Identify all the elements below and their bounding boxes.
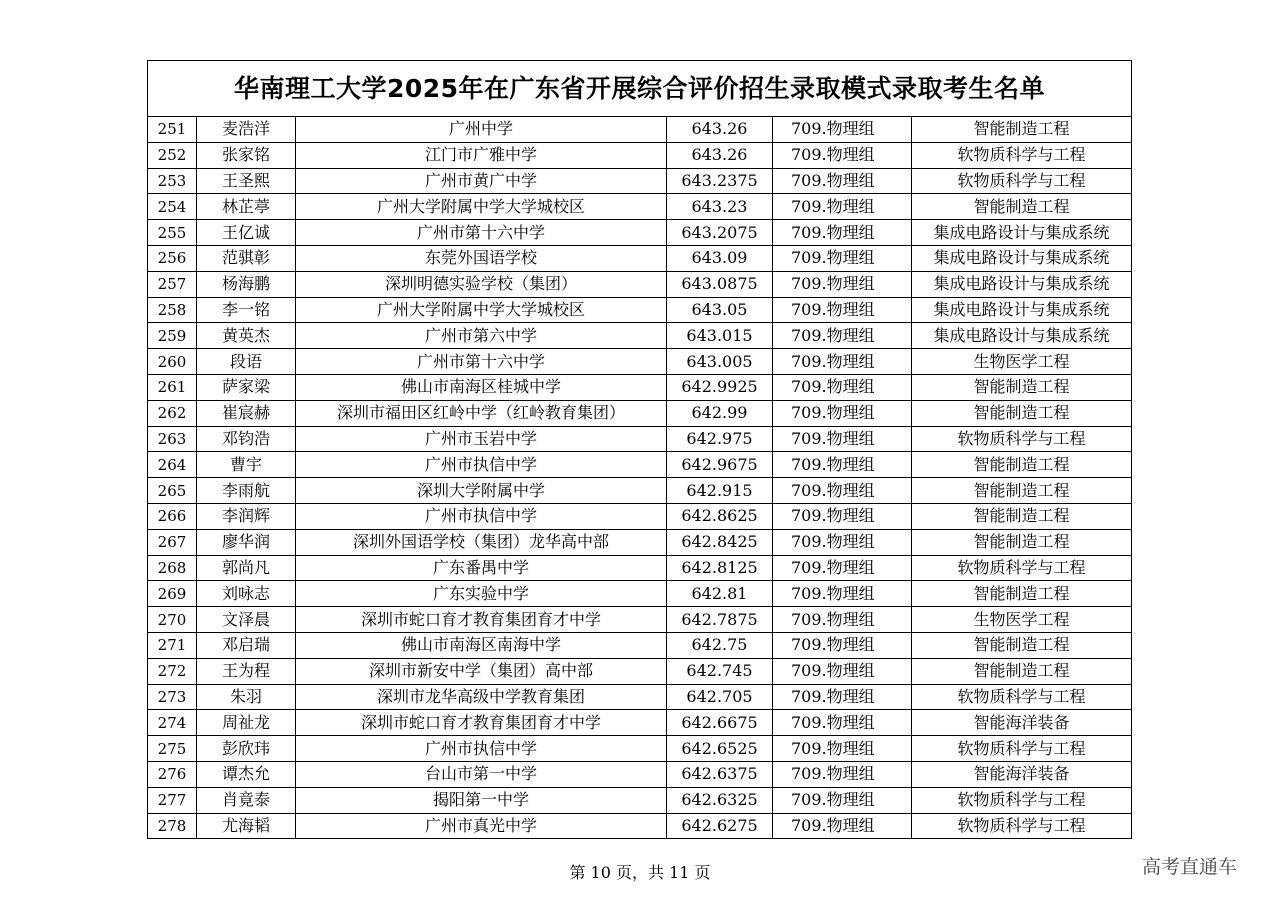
table-row [148,452,1131,478]
major-cell: 生物医学工程 [912,349,1132,375]
score-cell: 643.005 [667,349,773,375]
subject-group-cell: 709.物理组 [773,813,912,838]
subject-group-cell: 709.物理组 [773,607,912,633]
school-name-cell: 深圳市新安中学（集团）高中部 [296,658,667,684]
major-cell: 智能海洋装备 [912,710,1132,736]
subject-group-cell: 709.物理组 [773,349,912,375]
row-number-cell: 268 [148,555,197,581]
major-cell: 软物质科学与工程 [912,813,1132,838]
school-name-cell: 广州市第六中学 [296,323,667,349]
student-name-cell: 朱羽 [197,684,296,710]
student-name-cell: 段语 [197,349,296,375]
student-name-cell: 邓启瑞 [197,632,296,658]
subject-group-cell: 709.物理组 [773,761,912,787]
student-name-cell: 肖竟泰 [197,787,296,813]
major-cell: 软物质科学与工程 [912,142,1132,168]
student-name-cell: 李一铭 [197,297,296,323]
table-row [148,168,1131,194]
student-name-cell: 刘咏志 [197,581,296,607]
row-number-cell: 276 [148,761,197,787]
student-name-cell: 郭尚凡 [197,555,296,581]
student-name-cell: 王圣熙 [197,168,296,194]
page-footer: 第 10 页，共 11 页 [569,863,711,882]
row-number-cell: 263 [148,426,197,452]
table-row [148,581,1131,607]
score-cell: 643.09 [667,245,773,271]
student-name-cell: 尤海韬 [197,813,296,838]
major-cell: 智能制造工程 [912,117,1132,142]
major-cell: 软物质科学与工程 [912,168,1132,194]
school-name-cell: 东莞外国语学校 [296,245,667,271]
row-number-cell: 270 [148,607,197,633]
subject-group-cell: 709.物理组 [773,220,912,246]
school-name-cell: 深圳市蛇口育才教育集团育才中学 [296,607,667,633]
row-number-cell: 267 [148,529,197,555]
row-number-cell: 262 [148,400,197,426]
page-title: 华南理工大学2025年在广东省开展综合评价招生录取模式录取考生名单 [148,61,1131,117]
major-cell: 软物质科学与工程 [912,787,1132,813]
table-row [148,374,1131,400]
major-cell: 集成电路设计与集成系统 [912,297,1132,323]
table-row [148,813,1131,838]
major-cell: 软物质科学与工程 [912,684,1132,710]
score-cell: 643.05 [667,297,773,323]
row-number-cell: 271 [148,632,197,658]
subject-group-cell: 709.物理组 [773,658,912,684]
table-row [148,607,1131,633]
table-row [148,349,1131,375]
school-name-cell: 佛山市南海区桂城中学 [296,374,667,400]
school-name-cell: 广东番禺中学 [296,555,667,581]
subject-group-cell: 709.物理组 [773,581,912,607]
score-cell: 642.9925 [667,374,773,400]
school-name-cell: 广州市黄广中学 [296,168,667,194]
table-row [148,503,1131,529]
table-row [148,323,1131,349]
table-row [148,245,1131,271]
major-cell: 智能海洋装备 [912,761,1132,787]
row-number-cell: 266 [148,503,197,529]
major-cell: 智能制造工程 [912,452,1132,478]
subject-group-cell: 709.物理组 [773,117,912,142]
school-name-cell: 广州市执信中学 [296,736,667,762]
row-number-cell: 253 [148,168,197,194]
row-number-cell: 275 [148,736,197,762]
subject-group-cell: 709.物理组 [773,400,912,426]
watermark-text: 高考直通车 [1142,856,1238,878]
row-number-cell: 255 [148,220,197,246]
school-name-cell: 江门市广雅中学 [296,142,667,168]
table-row [148,220,1131,246]
subject-group-cell: 709.物理组 [773,684,912,710]
score-cell: 642.915 [667,478,773,504]
score-cell: 642.6275 [667,813,773,838]
table-row [148,736,1131,762]
score-cell: 642.7875 [667,607,773,633]
table-body [148,117,1131,838]
student-name-cell: 邓钧浩 [197,426,296,452]
major-cell: 软物质科学与工程 [912,736,1132,762]
student-name-cell: 杨海鹏 [197,271,296,297]
major-cell: 智能制造工程 [912,374,1132,400]
table-row [148,710,1131,736]
score-cell: 642.6675 [667,710,773,736]
score-cell: 643.26 [667,117,773,142]
student-name-cell: 崔宸赫 [197,400,296,426]
subject-group-cell: 709.物理组 [773,168,912,194]
table-row [148,142,1131,168]
subject-group-cell: 709.物理组 [773,555,912,581]
student-name-cell: 彭欣玮 [197,736,296,762]
student-name-cell: 周祉龙 [197,710,296,736]
student-name-cell: 王为程 [197,658,296,684]
row-number-cell: 254 [148,194,197,220]
row-number-cell: 257 [148,271,197,297]
student-name-cell: 文泽晨 [197,607,296,633]
student-name-cell: 李润辉 [197,503,296,529]
score-cell: 643.0875 [667,271,773,297]
score-cell: 642.6375 [667,761,773,787]
major-cell: 智能制造工程 [912,529,1132,555]
table-row [148,400,1131,426]
score-cell: 642.8125 [667,555,773,581]
school-name-cell: 台山市第一中学 [296,761,667,787]
score-cell: 642.8625 [667,503,773,529]
school-name-cell: 深圳外国语学校（集团）龙华高中部 [296,529,667,555]
row-number-cell: 274 [148,710,197,736]
school-name-cell: 广州大学附属中学大学城校区 [296,194,667,220]
table-row [148,271,1131,297]
table-row [148,632,1131,658]
school-name-cell: 广东实验中学 [296,581,667,607]
score-cell: 642.705 [667,684,773,710]
major-cell: 智能制造工程 [912,581,1132,607]
school-name-cell: 深圳市福田区红岭中学（红岭教育集团） [296,400,667,426]
table-row [148,684,1131,710]
table-row [148,787,1131,813]
school-name-cell: 广州中学 [296,117,667,142]
table-row [148,117,1131,142]
subject-group-cell: 709.物理组 [773,323,912,349]
subject-group-cell: 709.物理组 [773,710,912,736]
school-name-cell: 广州大学附属中学大学城校区 [296,297,667,323]
table-row [148,194,1131,220]
student-name-cell: 黄英杰 [197,323,296,349]
subject-group-cell: 709.物理组 [773,426,912,452]
school-name-cell: 广州市执信中学 [296,452,667,478]
school-name-cell: 广州市第十六中学 [296,220,667,246]
score-cell: 642.75 [667,632,773,658]
student-name-cell: 张家铭 [197,142,296,168]
major-cell: 生物医学工程 [912,607,1132,633]
student-name-cell: 林芷葶 [197,194,296,220]
major-cell: 软物质科学与工程 [912,426,1132,452]
subject-group-cell: 709.物理组 [773,271,912,297]
student-name-cell: 李雨航 [197,478,296,504]
table-row [148,658,1131,684]
school-name-cell: 深圳市龙华高级中学教育集团 [296,684,667,710]
table-row [148,761,1131,787]
score-cell: 642.975 [667,426,773,452]
school-name-cell: 佛山市南海区南海中学 [296,632,667,658]
major-cell: 软物质科学与工程 [912,555,1132,581]
major-cell: 智能制造工程 [912,658,1132,684]
admission-list-table [147,60,1132,839]
score-cell: 642.6325 [667,787,773,813]
subject-group-cell: 709.物理组 [773,503,912,529]
table-row [148,529,1131,555]
table-row [148,297,1131,323]
row-number-cell: 261 [148,374,197,400]
table-row [148,555,1131,581]
subject-group-cell: 709.物理组 [773,297,912,323]
row-number-cell: 256 [148,245,197,271]
school-name-cell: 广州市第十六中学 [296,349,667,375]
score-cell: 643.26 [667,142,773,168]
table-row [148,426,1131,452]
major-cell: 智能制造工程 [912,503,1132,529]
school-name-cell: 广州市真光中学 [296,813,667,838]
score-cell: 642.81 [667,581,773,607]
score-cell: 642.99 [667,400,773,426]
row-number-cell: 258 [148,297,197,323]
score-cell: 643.2375 [667,168,773,194]
score-cell: 642.8425 [667,529,773,555]
score-cell: 643.2075 [667,220,773,246]
row-number-cell: 260 [148,349,197,375]
subject-group-cell: 709.物理组 [773,478,912,504]
major-cell: 智能制造工程 [912,194,1132,220]
row-number-cell: 277 [148,787,197,813]
student-name-cell: 谭杰允 [197,761,296,787]
major-cell: 集成电路设计与集成系统 [912,323,1132,349]
score-cell: 642.6525 [667,736,773,762]
row-number-cell: 278 [148,813,197,838]
student-name-cell: 廖华润 [197,529,296,555]
row-number-cell: 272 [148,658,197,684]
row-number-cell: 259 [148,323,197,349]
student-name-cell: 王亿诚 [197,220,296,246]
row-number-cell: 273 [148,684,197,710]
school-name-cell: 深圳明德实验学校（集团） [296,271,667,297]
major-cell: 智能制造工程 [912,400,1132,426]
student-name-cell: 曹宇 [197,452,296,478]
subject-group-cell: 709.物理组 [773,787,912,813]
school-name-cell: 揭阳第一中学 [296,787,667,813]
subject-group-cell: 709.物理组 [773,245,912,271]
row-number-cell: 264 [148,452,197,478]
major-cell: 智能制造工程 [912,478,1132,504]
major-cell: 集成电路设计与集成系统 [912,245,1132,271]
subject-group-cell: 709.物理组 [773,142,912,168]
score-cell: 643.23 [667,194,773,220]
score-cell: 643.015 [667,323,773,349]
student-table [148,117,1131,838]
student-name-cell: 萨家梁 [197,374,296,400]
school-name-cell: 深圳大学附属中学 [296,478,667,504]
table-row [148,478,1131,504]
major-cell: 集成电路设计与集成系统 [912,271,1132,297]
subject-group-cell: 709.物理组 [773,452,912,478]
subject-group-cell: 709.物理组 [773,529,912,555]
subject-group-cell: 709.物理组 [773,194,912,220]
subject-group-cell: 709.物理组 [773,632,912,658]
row-number-cell: 269 [148,581,197,607]
student-name-cell: 范骐彰 [197,245,296,271]
row-number-cell: 251 [148,117,197,142]
score-cell: 642.745 [667,658,773,684]
score-cell: 642.9675 [667,452,773,478]
row-number-cell: 252 [148,142,197,168]
subject-group-cell: 709.物理组 [773,736,912,762]
school-name-cell: 广州市执信中学 [296,503,667,529]
major-cell: 智能制造工程 [912,632,1132,658]
subject-group-cell: 709.物理组 [773,374,912,400]
school-name-cell: 深圳市蛇口育才教育集团育才中学 [296,710,667,736]
row-number-cell: 265 [148,478,197,504]
student-name-cell: 麦浩洋 [197,117,296,142]
school-name-cell: 广州市玉岩中学 [296,426,667,452]
major-cell: 集成电路设计与集成系统 [912,220,1132,246]
